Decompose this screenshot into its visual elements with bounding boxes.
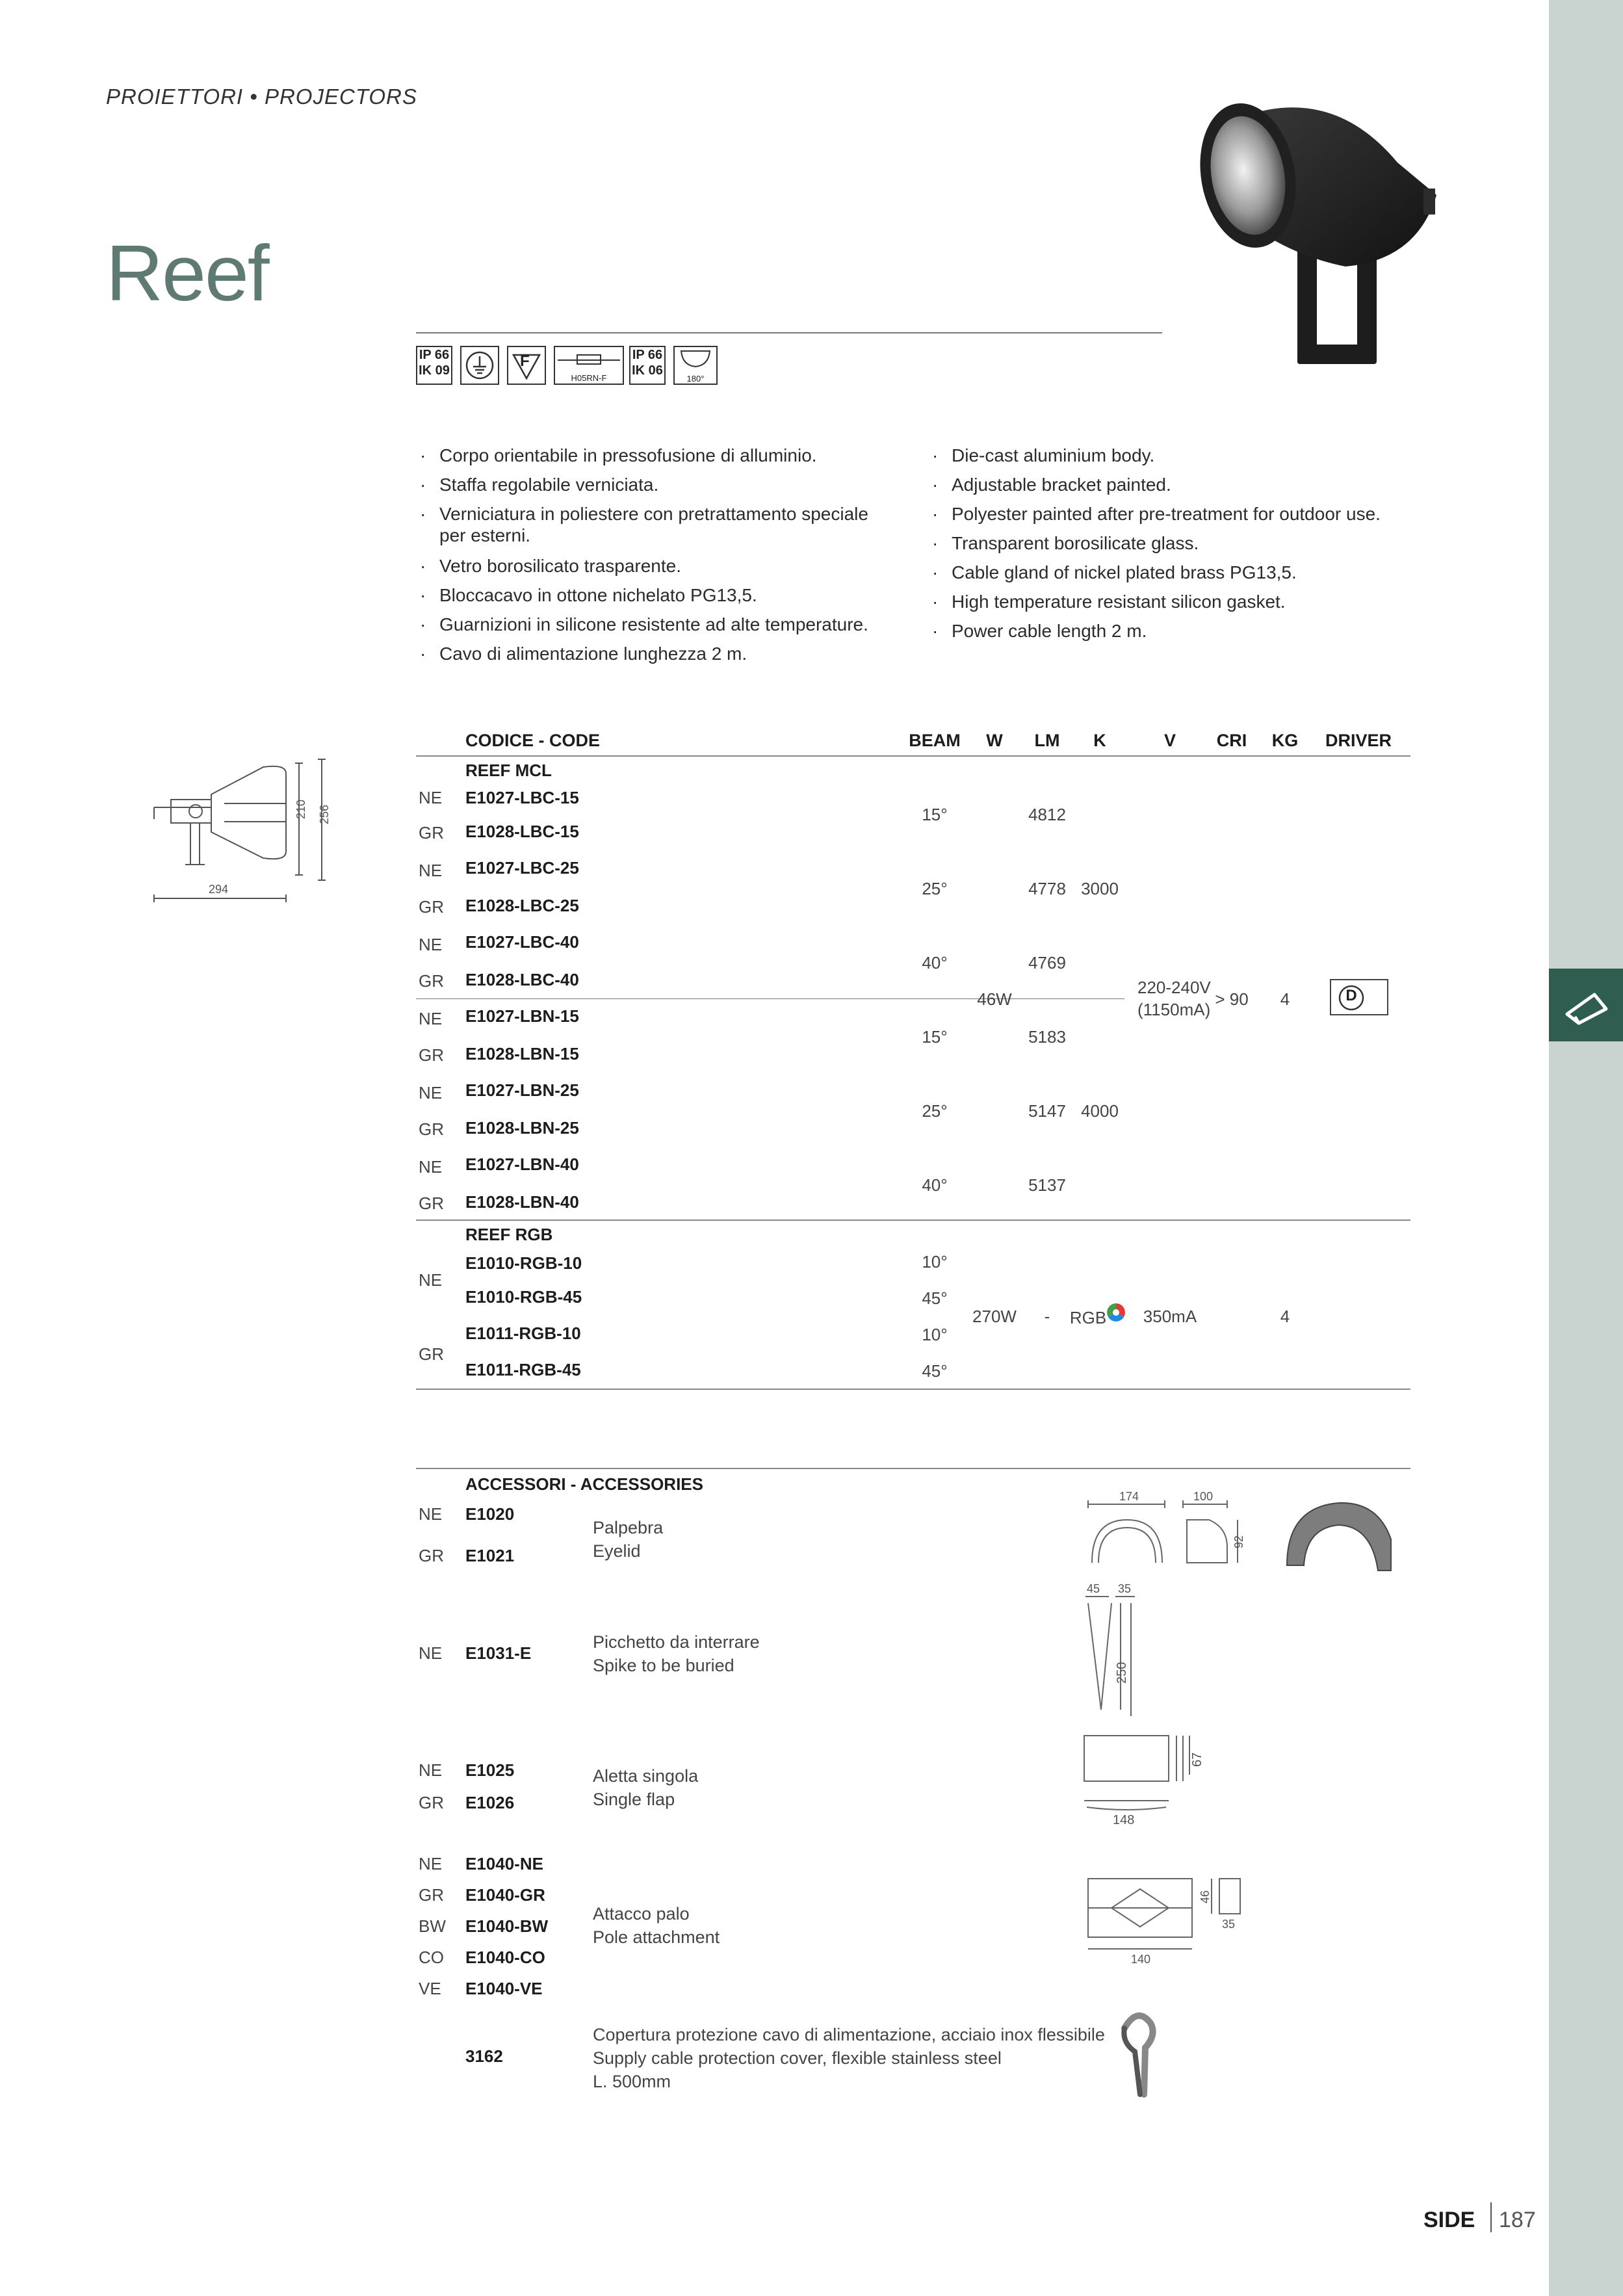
dim-length: 294 — [209, 883, 229, 896]
acc-code: E1040-VE — [465, 1979, 543, 1998]
mcl-3000-divider — [416, 998, 1017, 999]
k-value: RGB — [1069, 1308, 1107, 1327]
row-color: GR — [419, 897, 444, 917]
class-f-icon — [507, 346, 546, 385]
table-header-rule — [416, 755, 1410, 757]
k-value: 3000 — [1081, 879, 1119, 898]
v-current: (1150mA) — [1137, 1000, 1211, 1019]
row-color: GR — [419, 1045, 444, 1065]
cable-icon — [554, 346, 624, 385]
acc-desc-length: L. 500mm — [593, 2072, 671, 2091]
lm-value: 5137 — [1028, 1175, 1066, 1195]
row-color: NE — [419, 1270, 443, 1290]
driver-label: D — [1345, 987, 1357, 1004]
acc-code: E1025 — [465, 1760, 515, 1780]
dim-eyelid-width: 174 — [1119, 1490, 1139, 1503]
technical-drawing — [146, 754, 341, 913]
beam-value: 40° — [922, 953, 948, 972]
dim-eyelid-depth: 100 — [1193, 1490, 1214, 1503]
kg-value: 4 — [1280, 1307, 1290, 1326]
row-code: E1028-LBN-15 — [465, 1044, 579, 1063]
row-code: E1027-LBC-40 — [465, 932, 579, 952]
feature-it-item: · Guarnizioni in silicone resistente ad alte temperature. — [416, 610, 897, 639]
ground-icon — [460, 346, 499, 385]
acc-color: GR — [419, 1793, 444, 1812]
row-code: E1028-LBC-40 — [465, 970, 579, 989]
row-code: E1027-LBN-15 — [465, 1006, 579, 1026]
eyelid-photo — [1280, 1494, 1397, 1578]
row-code: E1011-RGB-45 — [465, 1360, 581, 1379]
row-color: NE — [419, 861, 443, 880]
feature-en-item: · Power cable length 2 m. — [928, 616, 1422, 646]
accessories-header: ACCESSORI - ACCESSORIES — [465, 1474, 703, 1494]
page-number: 187 — [1499, 2208, 1536, 2232]
w-value: 270W — [972, 1307, 1017, 1326]
feature-en-item: · Die-cast aluminium body. — [928, 441, 1422, 470]
lm-value: 5147 — [1028, 1101, 1066, 1121]
acc-code: E1040-BW — [465, 1916, 549, 1936]
footer-brand: SIDE — [1423, 2208, 1475, 2232]
acc-color: NE — [419, 1504, 443, 1524]
row-color: NE — [419, 935, 443, 954]
acc-desc-it: Aletta singola — [593, 1766, 699, 1786]
dim-spike-length: 250 — [1115, 1662, 1129, 1684]
acc-code: E1020 — [465, 1504, 515, 1524]
acc-desc-it: Picchetto da interrare — [593, 1632, 760, 1652]
dim-eyelid-height: 92 — [1232, 1535, 1245, 1548]
th-v: V — [1163, 731, 1176, 750]
driver-icon — [1330, 979, 1388, 1015]
row-color: NE — [419, 788, 443, 807]
acc-desc — [593, 1516, 663, 1563]
acc-color: BW — [419, 1916, 446, 1936]
lm-value: 5183 — [1028, 1027, 1066, 1047]
spike-drawing — [1079, 1580, 1170, 1723]
angle-label: 180° — [686, 374, 705, 384]
th-kg: KG — [1271, 731, 1299, 750]
acc-color: CO — [419, 1948, 444, 1967]
beam-value: 45° — [922, 1361, 948, 1381]
flap-drawing — [1079, 1729, 1222, 1833]
lm-value: 4778 — [1028, 879, 1066, 898]
features-it — [416, 441, 897, 668]
dim-spike-width: 45 — [1087, 1582, 1100, 1595]
row-code: E1027-LBC-25 — [465, 858, 579, 878]
acc-code: E1021 — [465, 1546, 515, 1565]
acc-desc — [593, 1630, 760, 1677]
k-value: 4000 — [1081, 1101, 1119, 1121]
dim-flap-width: 148 — [1113, 1813, 1135, 1827]
footer-separator — [1490, 2202, 1492, 2232]
acc-desc-it: Attacco palo — [593, 1904, 690, 1924]
acc-desc-en: Supply cable protection cover, flexible stainless steel — [593, 2048, 1002, 2068]
dim-height-body: 210 — [294, 799, 307, 819]
lm-value: 4812 — [1028, 805, 1066, 824]
beam-value: 10° — [922, 1325, 948, 1344]
th-beam: BEAM — [909, 731, 961, 750]
acc-desc-it: Copertura protezione cavo di alimentazione, acciaio inox flessibile — [593, 2025, 1105, 2044]
group-rgb: REEF RGB — [465, 1225, 553, 1244]
product-table — [416, 728, 1410, 1391]
row-color: GR — [419, 1119, 444, 1139]
acc-desc-en: Single flap — [593, 1790, 675, 1809]
lm-value: 4769 — [1028, 953, 1066, 972]
acc-code: 3162 — [465, 2046, 503, 2066]
feature-it-item: · Verniciatura in poliestere con pretrattamento speciale per esterni. — [416, 503, 897, 546]
beam-value: 15° — [922, 1027, 948, 1047]
ip66-ik09-badge — [416, 346, 452, 385]
acc-color: NE — [419, 1854, 443, 1873]
kg-value: 4 — [1280, 989, 1290, 1009]
accessories-rule — [416, 1468, 1410, 1469]
dim-height-total: 256 — [318, 804, 331, 824]
feature-it-item: · Cavo di alimentazione lunghezza 2 m. — [416, 639, 897, 668]
feature-it-item: · Vetro borosilicato trasparente. — [416, 551, 897, 581]
lm-value: - — [1044, 1307, 1050, 1326]
row-code: E1011-RGB-10 — [465, 1324, 581, 1343]
row-code: E1027-LBN-25 — [465, 1080, 579, 1100]
feature-en-item: · Cable gland of nickel plated brass PG13,5. — [928, 558, 1422, 587]
row-code: E1027-LBC-15 — [465, 788, 579, 807]
row-color: GR — [419, 971, 444, 991]
dim-spike-depth: 35 — [1118, 1582, 1132, 1595]
row-color: NE — [419, 1009, 443, 1028]
section-tab-underline — [1549, 1037, 1623, 1041]
th-code: CODICE - CODE — [465, 731, 601, 750]
side-color-band — [1549, 0, 1623, 2296]
acc-code: E1031-E — [465, 1643, 532, 1663]
feature-it-item: · Staffa regolabile verniciata. — [416, 470, 897, 499]
row-color: GR — [419, 1344, 444, 1364]
v-value: 220-240V — [1137, 978, 1211, 997]
ip-rating: IP 66 — [419, 348, 450, 362]
th-driver: DRIVER — [1325, 731, 1392, 750]
beam-value: 25° — [922, 879, 948, 898]
acc-code: E1040-GR — [465, 1885, 545, 1905]
acc-code: E1040-CO — [465, 1948, 545, 1967]
row-color: NE — [419, 1083, 443, 1102]
dim-pole-width: 140 — [1131, 1953, 1151, 1966]
th-w: W — [986, 731, 1003, 750]
beam-value: 40° — [922, 1175, 948, 1195]
acc-desc — [593, 2023, 1105, 2093]
acc-desc — [593, 1902, 720, 1949]
table-bottom-rule — [416, 1389, 1410, 1390]
feature-en-item: · High temperature resistant silicon gasket. — [928, 587, 1422, 616]
acc-desc-en: Eyelid — [593, 1541, 641, 1561]
row-color: GR — [419, 823, 444, 842]
rgb-divider — [416, 1220, 1410, 1221]
ip66-ik06-badge — [629, 346, 666, 385]
class-f-label: F — [520, 352, 530, 370]
beam-value: 15° — [922, 805, 948, 824]
angle-icon — [673, 346, 718, 385]
row-code: E1027-LBN-40 — [465, 1155, 579, 1174]
features-en — [928, 441, 1422, 646]
section-tab[interactable] — [1549, 969, 1623, 1040]
feature-it-item: · Corpo orientabile in pressofusione di alluminio. — [416, 441, 897, 470]
title-rule — [416, 332, 1162, 333]
acc-color: GR — [419, 1546, 444, 1565]
row-color: NE — [419, 1157, 443, 1177]
dim-pole-height: 46 — [1199, 1890, 1212, 1903]
cri-value: > 90 — [1215, 989, 1249, 1009]
section-heading: PROIETTORI • PROJECTORS — [106, 85, 417, 109]
dim-flap-height: 67 — [1190, 1752, 1204, 1767]
feature-it-item: · Bloccacavo in ottone nichelato PG13,5. — [416, 581, 897, 610]
row-code: E1010-RGB-45 — [465, 1287, 582, 1307]
th-k: K — [1093, 731, 1106, 750]
projector-icon — [1549, 969, 1623, 1040]
th-lm: LM — [1034, 731, 1060, 750]
w-value: 46W — [977, 989, 1012, 1009]
pole-drawing — [1079, 1866, 1261, 1970]
acc-color: NE — [419, 1760, 443, 1780]
feature-en-item: · Adjustable bracket painted. — [928, 470, 1422, 499]
row-color: GR — [419, 1194, 444, 1213]
acc-desc-it: Palpebra — [593, 1518, 664, 1537]
row-code: E1028-LBN-40 — [465, 1192, 579, 1212]
row-code: E1028-LBC-15 — [465, 822, 579, 841]
cable-cover-photo — [1105, 2009, 1176, 2106]
acc-desc-en: Spike to be buried — [593, 1656, 734, 1675]
product-title: Reef — [106, 229, 268, 317]
group-mcl: REEF MCL — [465, 761, 552, 780]
row-code: E1028-LBN-25 — [465, 1118, 579, 1138]
dim-pole-depth: 35 — [1222, 1918, 1236, 1931]
feature-en-item: · Polyester painted after pre-treatment for outdoor use. — [928, 499, 1422, 528]
cable-type: H05RN-F — [571, 373, 607, 383]
beam-value: 10° — [922, 1252, 948, 1272]
acc-color: NE — [419, 1643, 443, 1663]
acc-desc-en: Pole attachment — [593, 1927, 720, 1947]
row-code: E1028-LBC-25 — [465, 896, 579, 915]
v-value: 350mA — [1143, 1307, 1197, 1326]
ik-rating-2: IK 06 — [632, 363, 663, 378]
feature-en-item: · Transparent borosilicate glass. — [928, 528, 1422, 558]
acc-code: E1026 — [465, 1793, 515, 1812]
beam-value: 25° — [922, 1101, 948, 1121]
row-code: E1010-RGB-10 — [465, 1253, 582, 1273]
acc-code: E1040-NE — [465, 1854, 543, 1873]
ip-rating-2: IP 66 — [632, 348, 663, 362]
th-cri: CRI — [1216, 731, 1247, 750]
eyelid-drawing — [1079, 1489, 1274, 1580]
product-photo — [1183, 91, 1462, 377]
mcl-3000-divider-lm — [1017, 998, 1124, 999]
acc-color: VE — [419, 1979, 441, 1998]
acc-desc — [593, 1764, 698, 1811]
rgb-color-icon — [1105, 1301, 1127, 1324]
ik-rating: IK 09 — [419, 363, 450, 378]
acc-color: GR — [419, 1885, 444, 1905]
beam-value: 45° — [922, 1288, 948, 1308]
